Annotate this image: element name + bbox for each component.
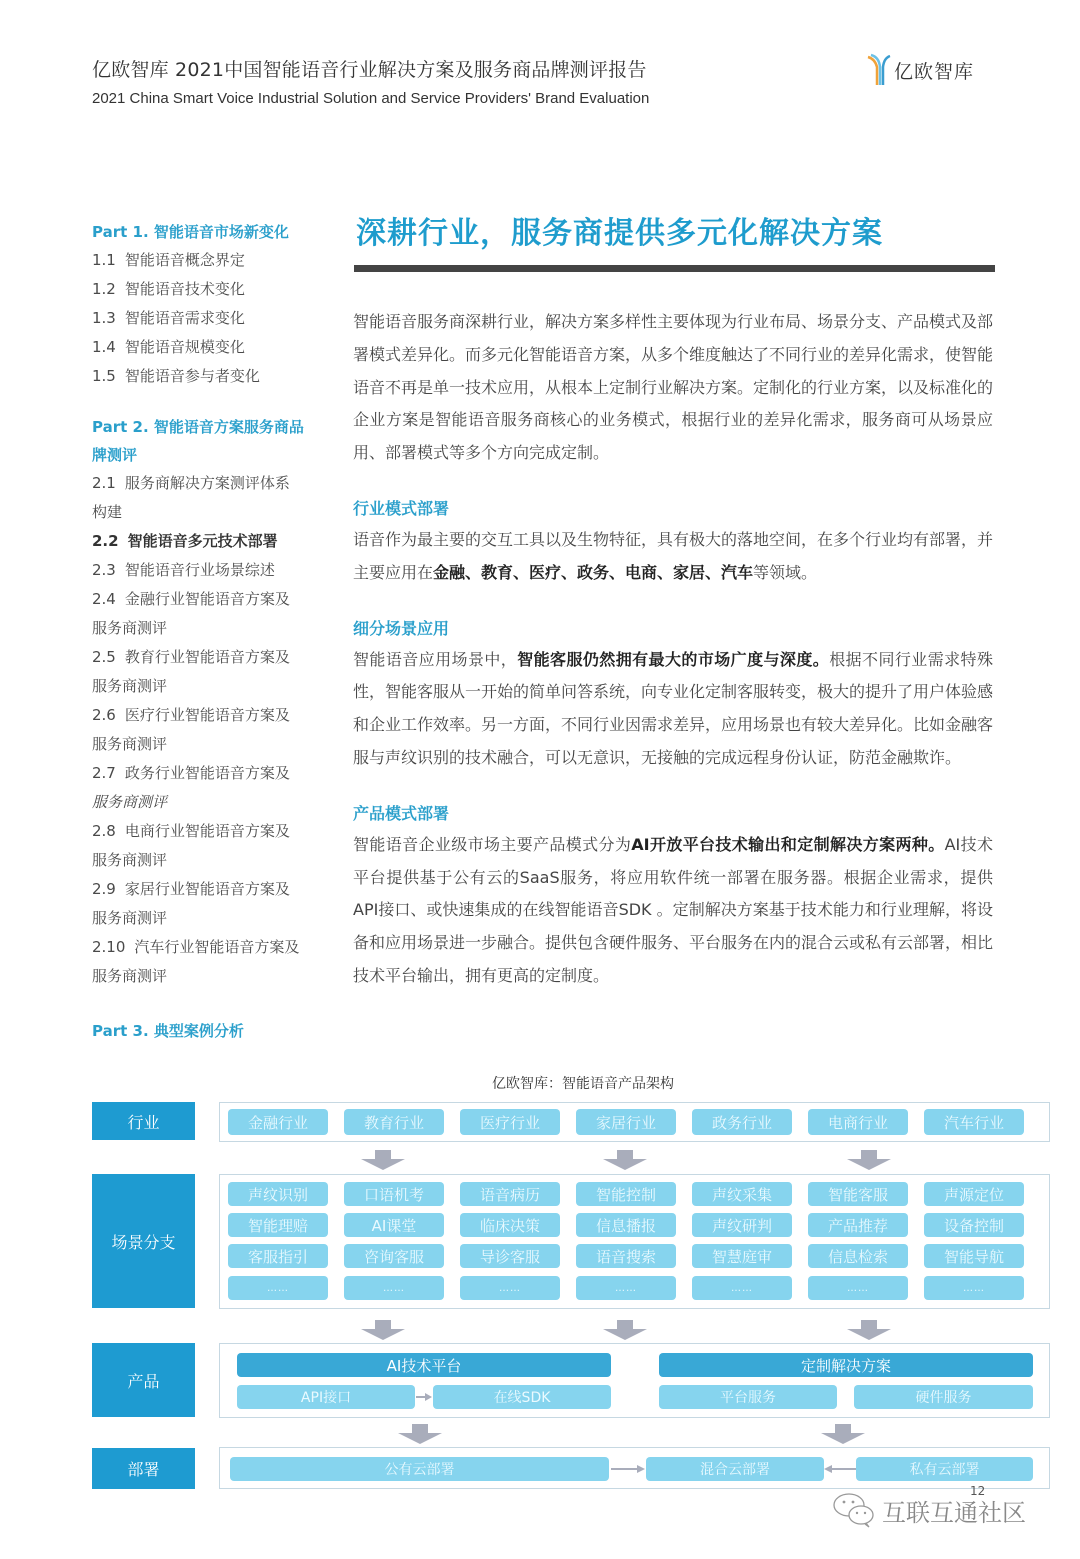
- wechat-icon: [832, 1491, 876, 1529]
- scenario-chip-more: ……: [228, 1276, 328, 1300]
- report-subtitle: 2021 China Smart Voice Industrial Solution and Service Providers' Brand Evaluation: [92, 90, 650, 107]
- toc-item-number: 2.2: [92, 532, 119, 550]
- arrow-right-icon: [416, 1392, 432, 1402]
- ai-platform-block: AI技术平台: [237, 1353, 611, 1377]
- scenario-chip: 咨询客服: [344, 1244, 444, 1268]
- toc-item-text: 电商行业智能语音方案及: [124, 822, 290, 840]
- toc-item-text: 政务行业智能语音方案及: [124, 764, 290, 782]
- toc-item[interactable]: [92, 759, 317, 817]
- toc-part-2-line1: Part 2. 智能语音方案服务商品: [92, 418, 304, 436]
- subheading-industry-deployment: 行业模式部署: [353, 498, 450, 518]
- toc-item[interactable]: [92, 817, 317, 875]
- toc-item-text: 智能语音多元技术部署: [127, 532, 278, 550]
- scenario-chip-more: ……: [924, 1276, 1024, 1300]
- toc-item-continuation: 构建: [92, 503, 123, 521]
- toc-item-text: 金融行业智能语音方案及: [124, 590, 290, 608]
- toc-item-number: 1.1: [92, 251, 116, 269]
- toc-item[interactable]: [92, 556, 317, 585]
- toc-item-text: 智能语音参与者变化: [124, 367, 260, 385]
- toc-item[interactable]: [92, 304, 317, 333]
- toc-item[interactable]: [92, 643, 317, 701]
- toc-item-number: 1.4: [92, 338, 116, 356]
- diagram-title: 亿欧智库：智能语音产品架构: [492, 1076, 674, 1092]
- toc-part-2-line2: 牌测评: [92, 446, 138, 464]
- platform-service-block: 平台服务: [659, 1385, 837, 1409]
- toc-item-number: 2.9: [92, 880, 116, 898]
- toc-item-text: 智能语音行业场景综述: [124, 561, 275, 579]
- industry-chip: 家居行业: [576, 1109, 676, 1135]
- toc-item-current[interactable]: [92, 527, 317, 556]
- api-block: API接口: [237, 1385, 415, 1409]
- report-title: 亿欧智库 2021中国智能语音行业解决方案及服务商品牌测评报告: [92, 59, 647, 81]
- text-run: 根据不同行业需求特殊性，智能客服从一开始的简单问答系统，向专业化定制客服转变，极大的提升了用户体验感和企业工作效率。另一方面，不同行业因需求差异，应用场景也有较大差异化。比如金融客服与声纹识别的技术融合，可以无意识，无接触的完成远程身份认证，防范金融欺诈。: [353, 649, 994, 767]
- custom-solution-block: 定制解决方案: [659, 1353, 1033, 1377]
- table-of-contents: [92, 218, 317, 1045]
- toc-item-number: 2.3: [92, 561, 116, 579]
- arrow-down-icon: [603, 1320, 647, 1340]
- toc-item[interactable]: [92, 333, 317, 362]
- subheading-scenario-application: 细分场景应用: [353, 618, 450, 638]
- scenario-chip: 智能控制: [576, 1182, 676, 1206]
- toc-item[interactable]: [92, 875, 317, 933]
- row-label-industry: 行业: [92, 1102, 195, 1140]
- toc-item[interactable]: [92, 701, 317, 759]
- scenario-chip-more: ……: [344, 1276, 444, 1300]
- toc-item-number: 2.1: [92, 474, 116, 492]
- watermark-text: 互联互通社区: [882, 1498, 1026, 1527]
- scenario-chip: 声纹采集: [692, 1182, 792, 1206]
- toc-part-2[interactable]: [92, 413, 317, 469]
- toc-item-continuation: 服务商测评: [92, 677, 168, 695]
- scenario-chip-more: ……: [576, 1276, 676, 1300]
- toc-item-continuation: 服务商测评: [92, 909, 168, 927]
- page-number: 12: [970, 1484, 986, 1498]
- row-label-product: 产品: [92, 1343, 195, 1417]
- hardware-service-block: 硬件服务: [854, 1385, 1033, 1409]
- toc-item-number: 1.5: [92, 367, 116, 385]
- toc-item-text: 智能语音需求变化: [124, 309, 245, 327]
- toc-item-number: 2.5: [92, 648, 116, 666]
- toc-item[interactable]: [92, 362, 317, 391]
- scenario-chip: AI课堂: [344, 1213, 444, 1237]
- industry-chip: 金融行业: [228, 1109, 328, 1135]
- toc-item-continuation: 服务商测评: [92, 967, 168, 985]
- brand-logo: [866, 52, 996, 88]
- scenario-chip-more: ……: [692, 1276, 792, 1300]
- text-run: 语音作为最主要的交互工具以及生物特征，具有极大的落地空间，在多个行业均有部署，并主要应用在: [353, 529, 994, 582]
- arrow-right-icon: [611, 1464, 645, 1474]
- toc-item-number: 2.10: [92, 938, 126, 956]
- scenario-chip: 信息检索: [808, 1244, 908, 1268]
- scenario-chip: 智能导航: [924, 1244, 1024, 1268]
- product-paragraph: [353, 829, 993, 993]
- yiou-y-logo-icon: [866, 53, 892, 87]
- industry-chip: 政务行业: [692, 1109, 792, 1135]
- hybrid-cloud-block: 混合云部署: [646, 1457, 824, 1481]
- scenario-chip: 声纹研判: [692, 1213, 792, 1237]
- scenario-chip: 客服指引: [228, 1244, 328, 1268]
- public-cloud-block: 公有云部署: [230, 1457, 609, 1481]
- scenario-chip: 口语机考: [344, 1182, 444, 1206]
- arrow-left-icon: [824, 1464, 856, 1474]
- arrow-down-icon: [361, 1150, 405, 1170]
- scenario-chip: 声源定位: [924, 1182, 1024, 1206]
- wechat-watermark: [832, 1491, 1026, 1529]
- toc-item-number: 1.2: [92, 280, 116, 298]
- scenario-chip: 导诊客服: [460, 1244, 560, 1268]
- subheading-product-deployment: 产品模式部署: [353, 803, 450, 823]
- text-run: 等领域。: [753, 562, 818, 582]
- toc-item-text: 服务商解决方案测评体系: [124, 474, 290, 492]
- toc-part-3[interactable]: Part 3. 典型案例分析: [92, 1022, 244, 1040]
- arrow-down-icon: [847, 1320, 891, 1340]
- row-label-scenario: 场景分支: [92, 1174, 195, 1308]
- arrow-down-icon: [398, 1424, 442, 1444]
- sdk-block: 在线SDK: [433, 1385, 611, 1409]
- scenario-paragraph: [353, 644, 993, 775]
- row-label-deployment: 部署: [92, 1448, 195, 1489]
- scenario-chip: 智能理赔: [228, 1213, 328, 1237]
- title-divider: [354, 265, 995, 272]
- scenario-chip-more: ……: [460, 1276, 560, 1300]
- toc-item-text: 智能语音规模变化: [124, 338, 245, 356]
- toc-part-1[interactable]: Part 1. 智能语音市场新变化: [92, 223, 289, 241]
- scenario-chip: 临床决策: [460, 1213, 560, 1237]
- toc-item-text: 智能语音概念界定: [124, 251, 245, 269]
- intro-paragraph: 智能语音服务商深耕行业，解决方案多样性主要体现为行业布局、场景分支、产品模式及部署模式差异化。而多元化智能语音方案，从多个维度触达了不同行业的差异化需求，使智能语音不再是单一技术应用，从根本上定制行业解决方案。定制化的行业方案，以及标准化的企业方案是智能语音服务商核心的业务模式，根据行业的差异化需求，服务商可从场景应用、部署模式等多个方向完成定制。: [353, 312, 994, 463]
- scenario-chip: 设备控制: [924, 1213, 1024, 1237]
- toc-item-text: 医疗行业智能语音方案及: [124, 706, 290, 724]
- toc-item-number: 2.7: [92, 764, 116, 782]
- arrow-down-icon: [847, 1150, 891, 1170]
- deployment-panel: [219, 1447, 1050, 1489]
- industry-paragraph: [353, 524, 993, 590]
- industry-chip: 医疗行业: [460, 1109, 560, 1135]
- industry-panel: [219, 1102, 1050, 1142]
- toc-item[interactable]: [92, 933, 317, 991]
- scenario-panel: [219, 1174, 1050, 1309]
- main-content: [353, 306, 993, 993]
- scenario-chip: 信息播报: [576, 1213, 676, 1237]
- scenario-chip: 智能客服: [808, 1182, 908, 1206]
- industry-chip: 汽车行业: [924, 1109, 1024, 1135]
- toc-item[interactable]: [92, 246, 317, 275]
- arrow-down-icon: [821, 1424, 865, 1444]
- toc-item-text: 智能语音技术变化: [124, 280, 245, 298]
- toc-item-continuation: 服务商测评: [92, 619, 168, 637]
- arrow-down-icon: [603, 1150, 647, 1170]
- scenario-chip: 语音搜索: [576, 1244, 676, 1268]
- product-panel: [219, 1343, 1050, 1418]
- toc-item[interactable]: [92, 585, 317, 643]
- scenario-chip: 产品推荐: [808, 1213, 908, 1237]
- arrow-down-icon: [361, 1320, 405, 1340]
- scenario-chip: 语音病历: [460, 1182, 560, 1206]
- section-title: 深耕行业，服务商提供多元化解决方案: [356, 216, 883, 251]
- text-run: AI技术平台提供基于公有云的SaaS服务，将应用软件统一部署在服务器。根据企业需求，提供API接口、或快速集成的在线智能语音SDK 。定制解决方案基于技术能力和行业理解，将设备和应用场景进一步融合。提供包含硬件服务、平台服务在内的混合云或私有云部署，相比技术平台输出，拥有更高的定制度。: [353, 834, 994, 985]
- scenario-chip: 声纹识别: [228, 1182, 328, 1206]
- toc-item[interactable]: [92, 469, 317, 527]
- toc-item-text: 家居行业智能语音方案及: [124, 880, 290, 898]
- bold-text-run: 金融、教育、医疗、政务、电商、家居、汽车: [433, 562, 754, 582]
- toc-item-number: 2.4: [92, 590, 116, 608]
- logo-text: 亿欧智库: [894, 60, 975, 83]
- toc-item[interactable]: [92, 275, 317, 304]
- bold-text-run: 智能客服仍然拥有最大的市场广度与深度。: [517, 649, 830, 669]
- toc-item-continuation: 服务商测评: [92, 793, 168, 811]
- scenario-chip-more: ……: [808, 1276, 908, 1300]
- text-run: 智能语音应用场景中，: [353, 649, 518, 669]
- toc-item-text: 汽车行业智能语音方案及: [134, 938, 300, 956]
- toc-item-number: 2.6: [92, 706, 116, 724]
- scenario-chip: 智慧庭审: [692, 1244, 792, 1268]
- toc-item-text: 教育行业智能语音方案及: [124, 648, 290, 666]
- industry-chip: 电商行业: [808, 1109, 908, 1135]
- text-run: 智能语音企业级市场主要产品模式分为: [353, 834, 632, 854]
- toc-item-continuation: 服务商测评: [92, 851, 168, 869]
- toc-item-continuation: 服务商测评: [92, 735, 168, 753]
- toc-item-number: 1.3: [92, 309, 116, 327]
- toc-item-number: 2.8: [92, 822, 116, 840]
- private-cloud-block: 私有云部署: [856, 1457, 1033, 1481]
- bold-text-run: AI开放平台技术输出和定制解决方案两种。: [631, 834, 945, 854]
- industry-chip: 教育行业: [344, 1109, 444, 1135]
